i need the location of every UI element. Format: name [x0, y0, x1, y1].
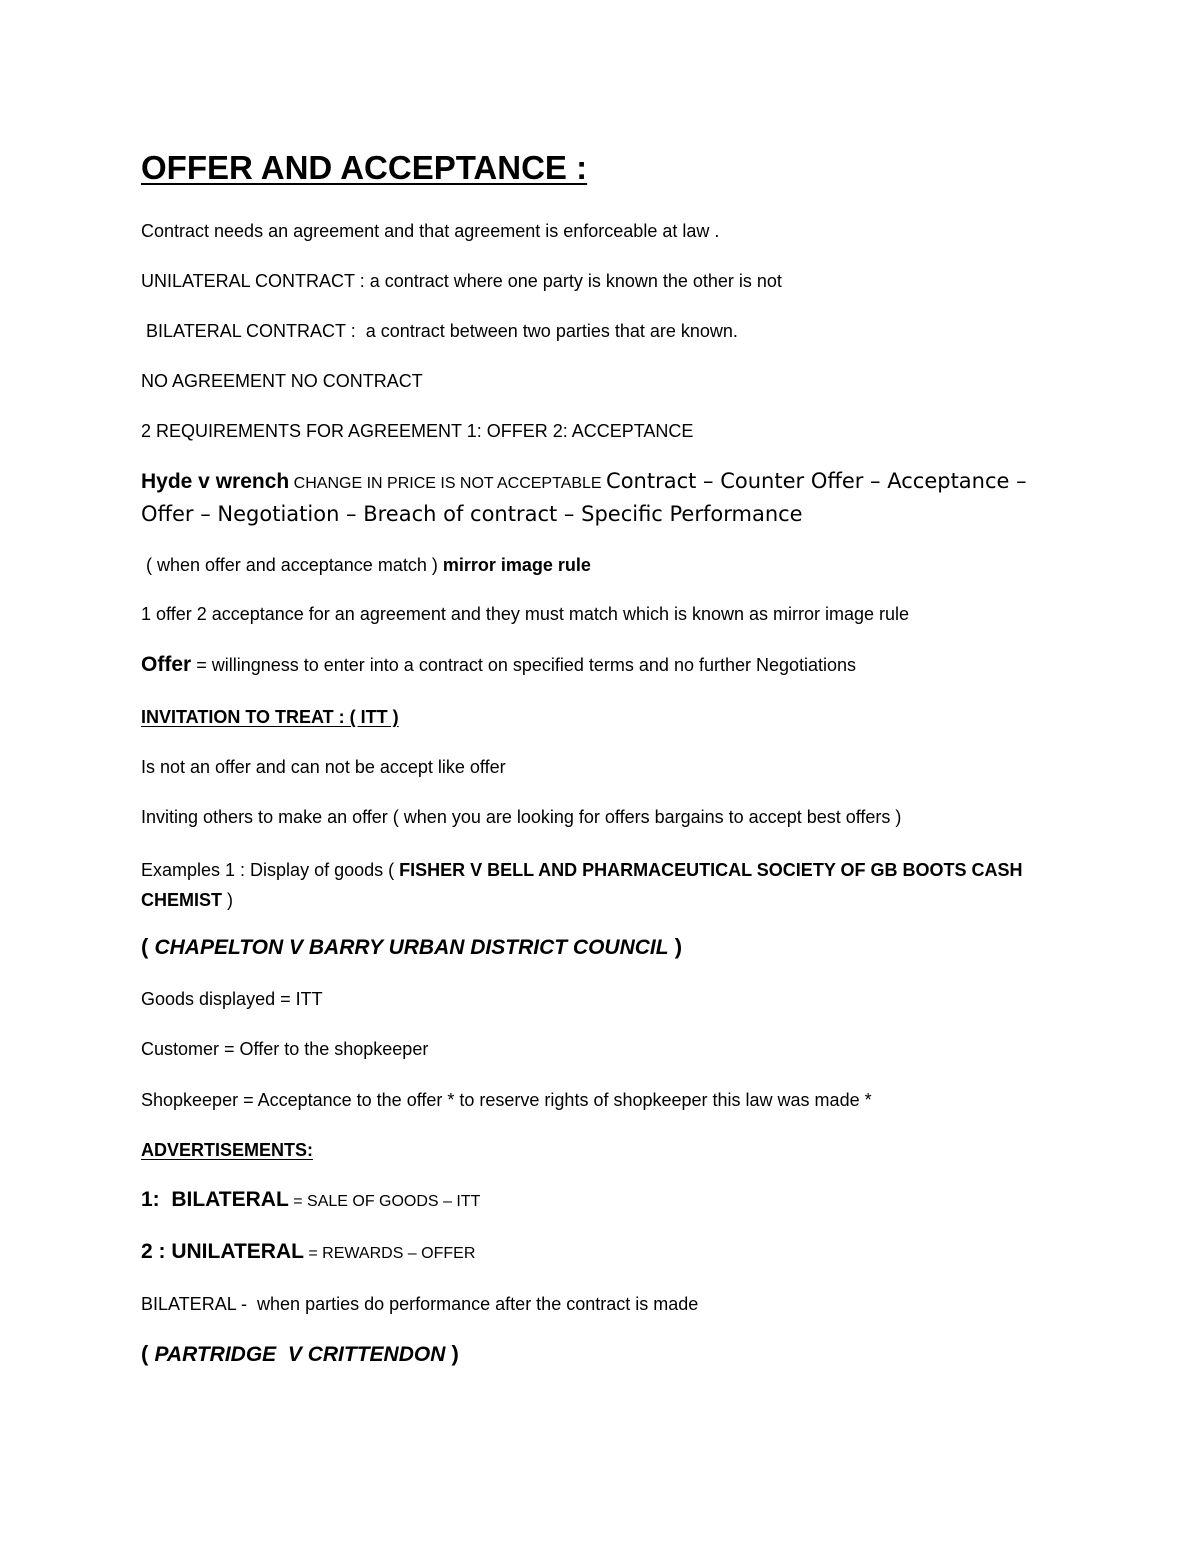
- paragraph-hyde-v-wrench: [141, 466, 1071, 531]
- hyde-caps-note: CHANGE IN PRICE IS NOT ACCEPTABLE: [289, 475, 607, 492]
- hyde-terms: Contract – Counter Offer – Acceptance – Offer – Negotiation – Breach of contract – Specific Performance: [141, 469, 1027, 526]
- paragraph-customer-offer: Customer = Offer to the shopkeeper: [141, 1039, 429, 1059]
- paragraph-bilateral-contract: BILATERAL CONTRACT : a contract between two parties that are known.: [141, 321, 738, 341]
- heading-advertisements: ADVERTISEMENTS:: [141, 1140, 314, 1160]
- offer-label: Offer: [141, 653, 192, 676]
- partridge-open: (: [141, 1341, 155, 1366]
- mirror-image-rule-label: mirror image rule: [442, 555, 591, 575]
- examples-text: Examples 1 : Display of goods (: [141, 860, 400, 880]
- paragraph-offer-definition: [141, 654, 1081, 676]
- paragraph-itt-not-offer: Is not an offer and can not be accept like offer: [141, 757, 506, 777]
- page-title: OFFER AND ACCEPTANCE :: [141, 149, 588, 186]
- paragraph-bilateral-ads: [141, 1189, 1081, 1213]
- case-name-chapelton: CHAPELTON V BARRY URBAN DISTRICT COUNCIL: [154, 936, 669, 959]
- paragraph-inviting-offers: Inviting others to make an offer ( when you are looking for offers bargains to accept best offers ): [141, 807, 902, 827]
- bilateral-detail: = SALE OF GOODS – ITT: [288, 1193, 481, 1210]
- paragraph-contract-definition: Contract needs an agreement and that agreement is enforceable at law .: [141, 221, 720, 241]
- case-name-partridge: PARTRIDGE V CRITTENDON: [154, 1343, 446, 1366]
- mirror-text: ( when offer and acceptance match ): [141, 555, 443, 575]
- heading-invitation-to-treat: INVITATION TO TREAT : ( ITT ): [141, 707, 399, 727]
- paragraph-no-agreement: NO AGREEMENT NO CONTRACT: [141, 371, 423, 391]
- paragraph-unilateral-ads: [141, 1241, 1081, 1265]
- paragraph-bilateral-performance: BILATERAL - when parties do performance after the contract is made: [141, 1294, 699, 1314]
- paragraph-goods-displayed: Goods displayed = ITT: [141, 989, 323, 1009]
- case-name-hyde: Hyde v wrench: [141, 470, 290, 493]
- paragraph-shopkeeper-acceptance: Shopkeeper = Acceptance to the offer * to reserve rights of shopkeeper this law was made *: [141, 1090, 872, 1110]
- paragraph-requirements: 2 REQUIREMENTS FOR AGREEMENT 1: OFFER 2: ACCEPTANCE: [141, 421, 694, 441]
- chapelton-close: ): [668, 934, 683, 959]
- paragraph-partridge: [141, 1343, 1081, 1366]
- paragraph-examples: [141, 855, 1041, 915]
- offer-definition-text: = willingness to enter into a contract on specified terms and no further Negotiations: [191, 655, 857, 675]
- partridge-close: ): [445, 1341, 459, 1366]
- paragraph-mirror-match: [141, 554, 1081, 576]
- paragraph-unilateral-contract: UNILATERAL CONTRACT : a contract where one party is known the other is not: [141, 271, 782, 291]
- bilateral-label: 1: BILATERAL: [141, 1188, 289, 1211]
- paragraph-offer-acceptance-match: 1 offer 2 acceptance for an agreement and they must match which is known as mirror image rule: [141, 604, 910, 624]
- paragraph-chapelton: [141, 936, 1081, 959]
- unilateral-label: 2 : UNILATERAL: [141, 1240, 304, 1263]
- chapelton-open: (: [141, 934, 155, 959]
- examples-close: ): [222, 890, 233, 910]
- unilateral-detail: = REWARDS – OFFER: [303, 1245, 476, 1262]
- examples-case-names: FISHER V BELL AND PHARMACEUTICAL SOCIETY OF GB BOOTS CASH CHEMIST: [141, 860, 1023, 910]
